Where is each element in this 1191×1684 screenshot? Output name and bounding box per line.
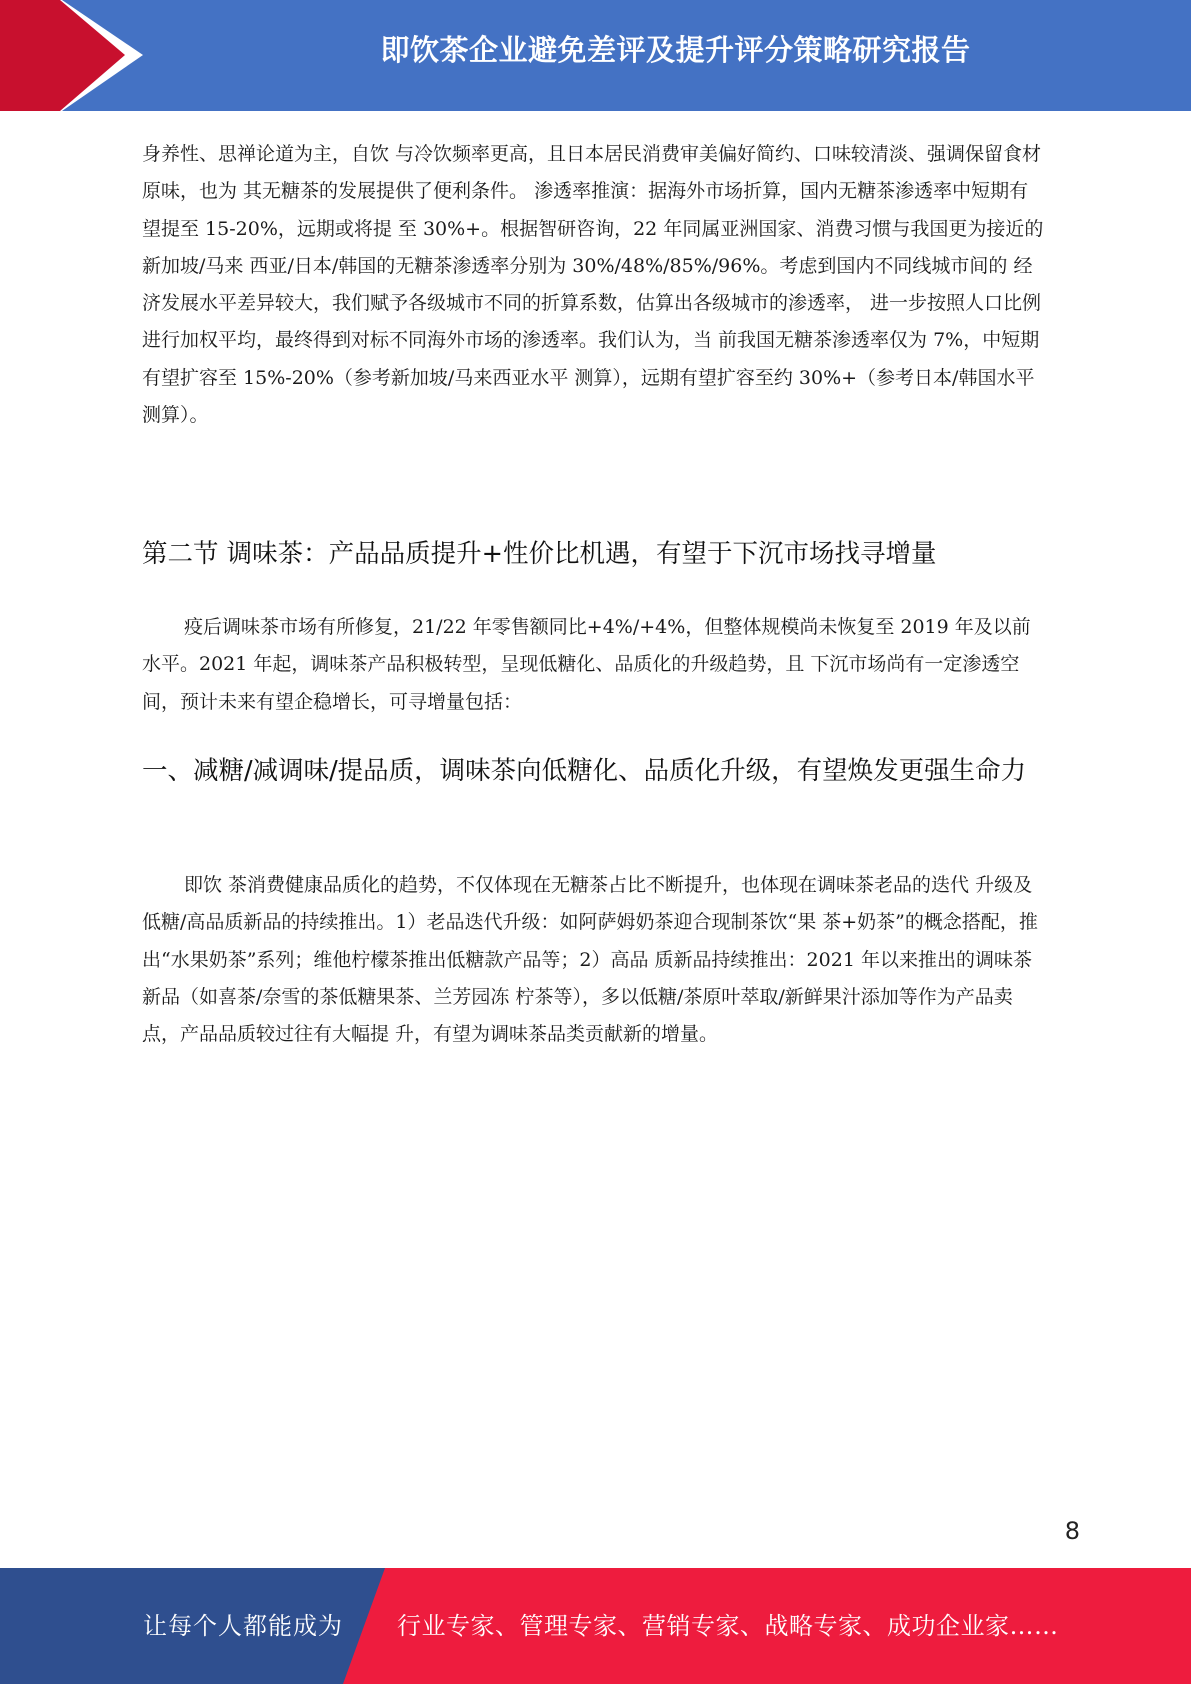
body-paragraph: 疫后调味茶市场有所修复，21/22 年零售额同比+4%/+4%，但整体规模尚未恢复至 2019 年及以前水平。2021 年起，调味茶产品积极转型，呈现低糖化、品质化的升级趋势，且 下沉市场尚有一定渗透空间，预计未来有望企稳增长，可寻增量包括： [142, 616, 1031, 713]
section-heading: 第二节 调味茶：产品品质提升+性价比机遇，有望于下沉市场找寻增量 [142, 539, 937, 569]
footer-slogan-right: 行业专家、管理专家、营销专家、战略专家、成功企业家…… [397, 1612, 1059, 1640]
section-heading-block [142, 534, 1046, 574]
footer-band [0, 1568, 1191, 1684]
footer-slogan-left: 让每个人都能成为 [143, 1612, 343, 1640]
subsection-heading-block [142, 751, 1046, 791]
document-title: 即饮茶企业避免差评及提升评分策略研究报告 [380, 33, 971, 67]
page-number: 8 [1064, 1517, 1080, 1545]
subsection-heading: 一、减糖/减调味/提品质，调味茶向低糖化、品质化升级，有望焕发更强生命力 [142, 756, 1027, 786]
body-paragraph: 身养性、思禅论道为主，自饮 与冷饮频率更高，且日本居民消费审美偏好简约、口味较清淡、强调保留食材原味，也为 其无糖茶的发展提供了便利条件。 渗透率推演：据海外市场折算，国内无糖茶渗透率中短期有望提至 15-20%，远期或将提 至 30%+。根据智研咨询，22 年同属亚洲国家、消费习惯与我国更为接近的新加坡/马来 西亚/日本/韩国的无糖茶渗透率分别为 30%/48%/85%/96%。考虑到国内不同线城市间的 经济发展水平差异较大，我们赋予各级城市不同的折算系数，估算出各级城市的渗透率， 进一步按照人口比例进行加权平均，最终得到对标不同海外市场的渗透率。我们认为，当 前我国无糖茶渗透率仅为 7%，中短期有望扩容至 15%-20%（参考新加坡/马来西亚水平 测算），远期有望扩容至约 30%+（参考日本/韩国水平测算）。 [142, 143, 1044, 427]
body-section-2 [142, 609, 1046, 721]
body-section-3 [142, 867, 1046, 1053]
header-band [0, 0, 1191, 111]
body-section-1 [142, 136, 1046, 434]
chevron-arrow-icon [0, 0, 160, 111]
body-paragraph: 即饮 茶消费健康品质化的趋势，不仅体现在无糖茶占比不断提升，也体现在调味茶老品的迭代 升级及低糖/高品质新品的持续推出。1）老品迭代升级：如阿萨姆奶茶迎合现制茶饮“果 茶+奶茶”的概念搭配，推出“水果奶茶”系列；维他柠檬茶推出低糖款产品等；2）高品 质新品持续推出：2021 年以来推出的调味茶新品（如喜茶/奈雪的茶低糖果茶、兰芳园冻 柠茶等），多以低糖/茶原叶萃取/新鲜果汁添加等作为产品卖点，产品品质较过往有大幅提 升，有望为调味茶品类贡献新的增量。 [142, 874, 1038, 1046]
